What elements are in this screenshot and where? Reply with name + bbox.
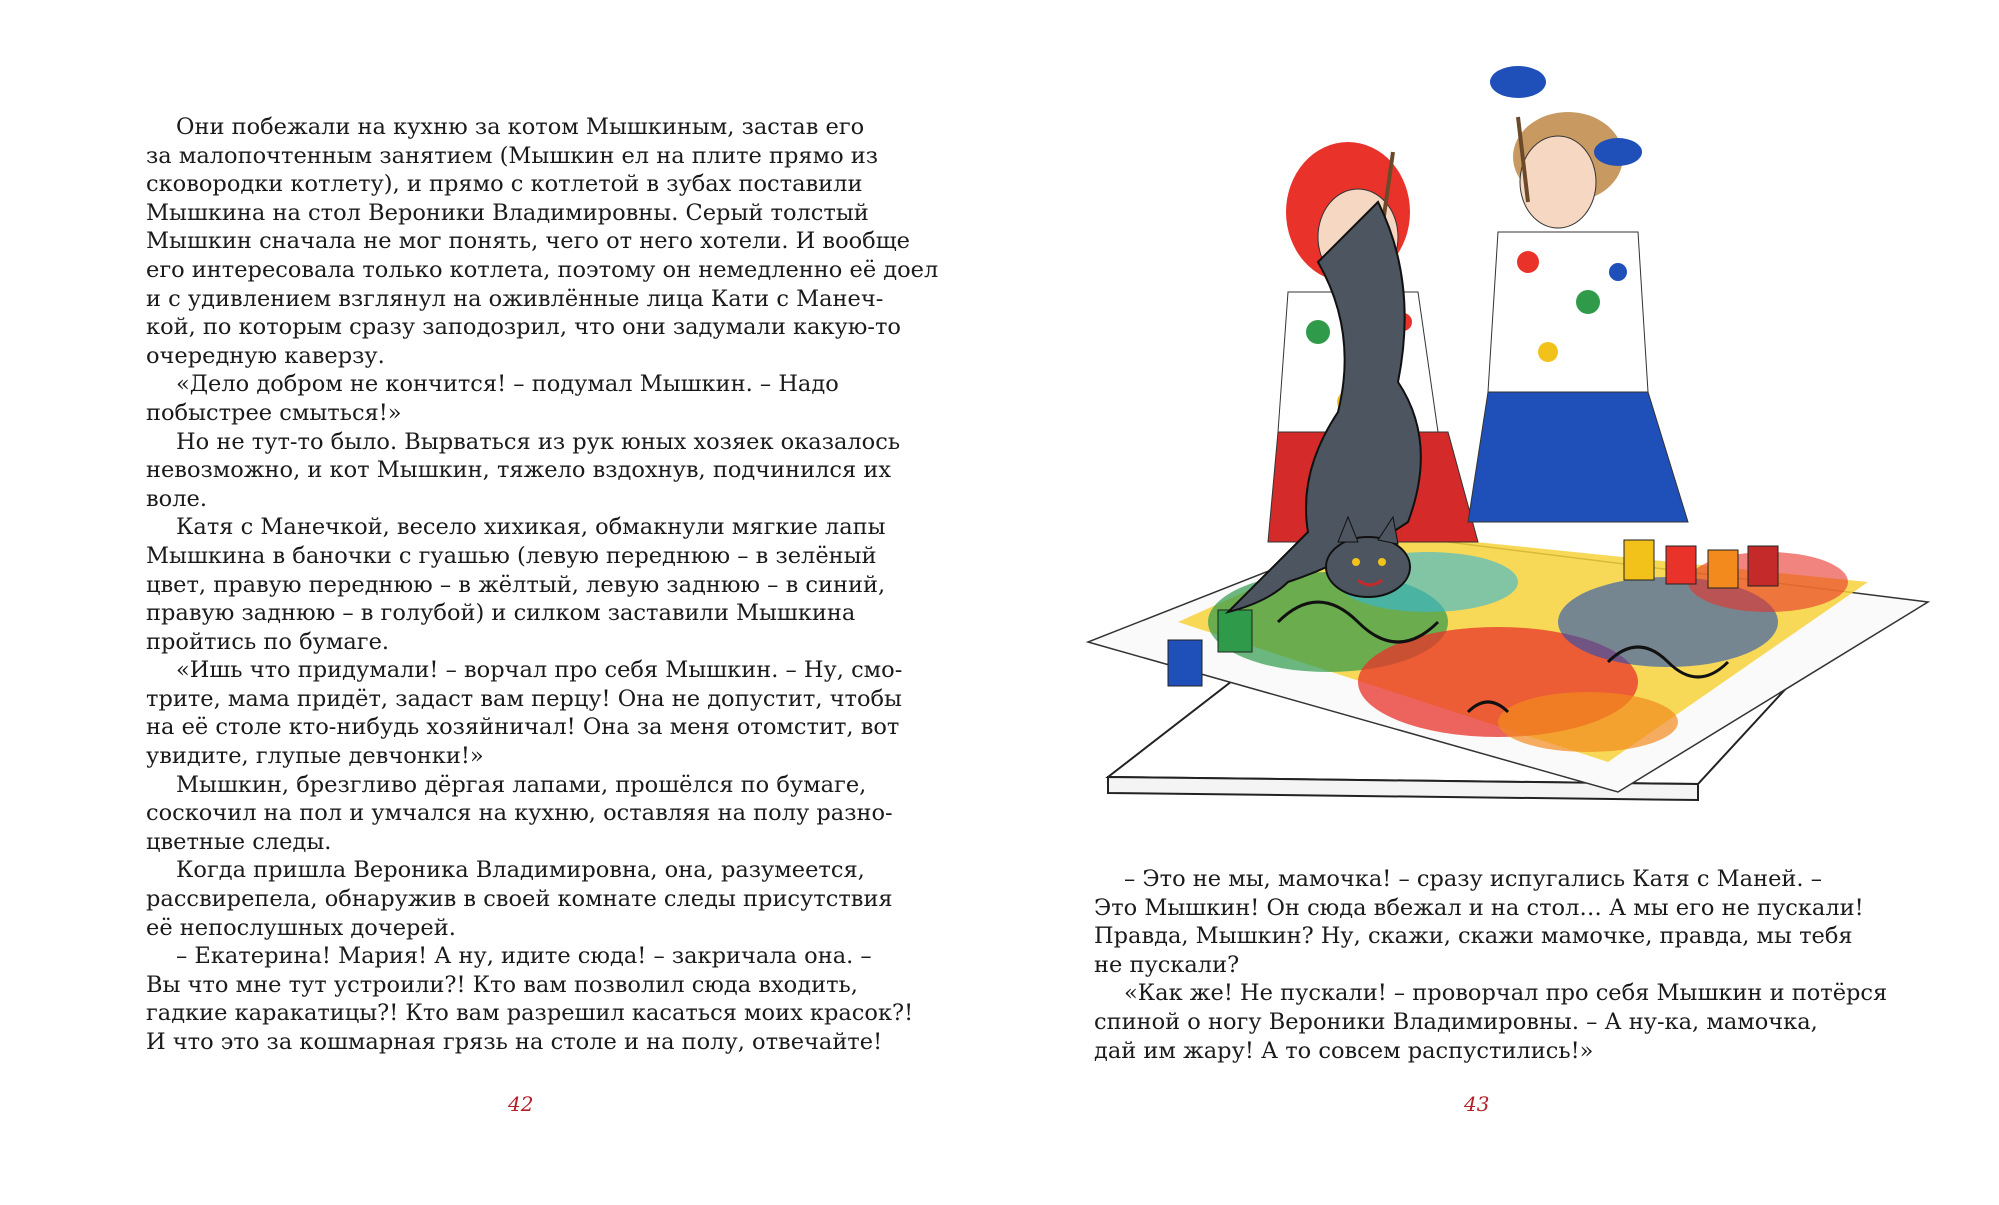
text-line: «Ишь что придумали! – ворчал про себя Мышкин. – Ну, смо- xyxy=(176,657,903,684)
text-line: гадкие каракатицы?! Кто вам разрешил касаться моих красок?! xyxy=(146,1000,914,1027)
text-line: за малопочтенным занятием (Мышкин ел на плите прямо из xyxy=(146,142,879,169)
text-line: Катя с Манечкой, весело хихикая, обмакнули мягкие лапы xyxy=(176,514,886,541)
text-line: Мышкин сначала не мог понять, чего от него хотели. И вообще xyxy=(146,228,910,255)
text-line: сковородки котлету), и прямо с котлетой в зубах поставили xyxy=(146,171,863,198)
right-page-number: 43 xyxy=(1464,1092,1490,1116)
text-line: и с удивлением взглянул на оживлённые лица Кати с Манеч- xyxy=(146,285,884,312)
text-line: его интересовала только котлета, поэтому он немедленно её доел xyxy=(146,256,939,283)
text-line: на её столе кто-нибудь хозяйничал! Она за меня отомстит, вот xyxy=(146,714,900,741)
text-line: её непослушных дочерей. xyxy=(146,914,456,941)
text-line: Но не тут-то было. Вырваться из рук юных хозяек оказалось xyxy=(176,428,901,455)
text-line: спиной о ногу Вероники Владимировны. – А ну-ка, мамочка, xyxy=(1094,1008,1818,1035)
text-line: не пускали? xyxy=(1094,951,1240,978)
text-line: побыстрее смыться!» xyxy=(146,399,402,426)
text-line: рассвирепела, обнаружив в своей комнате следы присутствия xyxy=(146,886,893,913)
text-line: – Это не мы, мамочка! – сразу испугались Катя с Маней. – xyxy=(1124,866,1822,892)
text-line: трите, мама придёт, задаст вам перцу! Она не допустит, чтобы xyxy=(146,685,902,712)
right-page xyxy=(1000,0,1999,1205)
text-line: Мышкина в баночки с гуашью (левую переднюю – в зелёный xyxy=(146,542,877,569)
text-line: правую заднюю – в голубой) и силком заставили Мышкина xyxy=(146,600,856,627)
right-page-text xyxy=(1094,865,1888,1065)
text-line: цветные следы. xyxy=(146,828,332,855)
text-line: Мышкин, брезгливо дёргая лапами, прошёлся по бумаге, xyxy=(176,771,867,798)
text-line: Вы что мне тут устроили?! Кто вам позволил сюда входить, xyxy=(146,971,858,998)
text-line: Правда, Мышкин? Ну, скажи, скажи мамочке, правда, мы тебя xyxy=(1094,923,1853,950)
text-line: «Как же! Не пускали! – проворчал про себя Мышкин и потёрся xyxy=(1124,980,1888,1007)
girl-right xyxy=(1468,66,1688,522)
illustration-girls-painting-cat xyxy=(1048,62,1998,802)
text-line: цвет, правую переднюю – в жёлтый, левую заднюю – в синий, xyxy=(146,571,886,598)
text-line: увидите, глупые девчонки!» xyxy=(146,743,484,770)
left-page-number: 42 xyxy=(508,1092,534,1116)
text-line: Это Мышкин! Он сюда вбежал и на стол… А мы его не пускали! xyxy=(1094,894,1864,921)
left-page-text xyxy=(146,113,939,1057)
text-line: Они побежали на кухню за котом Мышкиным, застав его xyxy=(176,114,865,140)
text-line: воле. xyxy=(146,485,207,512)
text-line: невозможно, и кот Мышкин, тяжело вздохнув, подчинился их xyxy=(146,457,892,484)
text-line: соскочил на пол и умчался на кухню, оставляя на полу разно- xyxy=(146,800,893,827)
text-line: «Дело добром не кончится! – подумал Мышкин. – Надо xyxy=(176,371,839,398)
text-line: И что это за кошмарная грязь на столе и на полу, отвечайте! xyxy=(146,1029,883,1055)
text-line: пройтись по бумаге. xyxy=(146,628,390,655)
text-line: Когда пришла Вероника Владимировна, она, разумеется, xyxy=(176,857,865,884)
text-line: очередную каверзу. xyxy=(146,342,385,369)
text-line: – Екатерина! Мария! А ну, идите сюда! – закричала она. – xyxy=(176,943,872,970)
text-line: Мышкина на стол Вероники Владимировны. Серый толстый xyxy=(146,199,869,226)
text-line: дай им жару! А то совсем распустились!» xyxy=(1094,1037,1594,1064)
text-line: кой, по которым сразу заподозрил, что они задумали какую-то xyxy=(146,314,901,341)
